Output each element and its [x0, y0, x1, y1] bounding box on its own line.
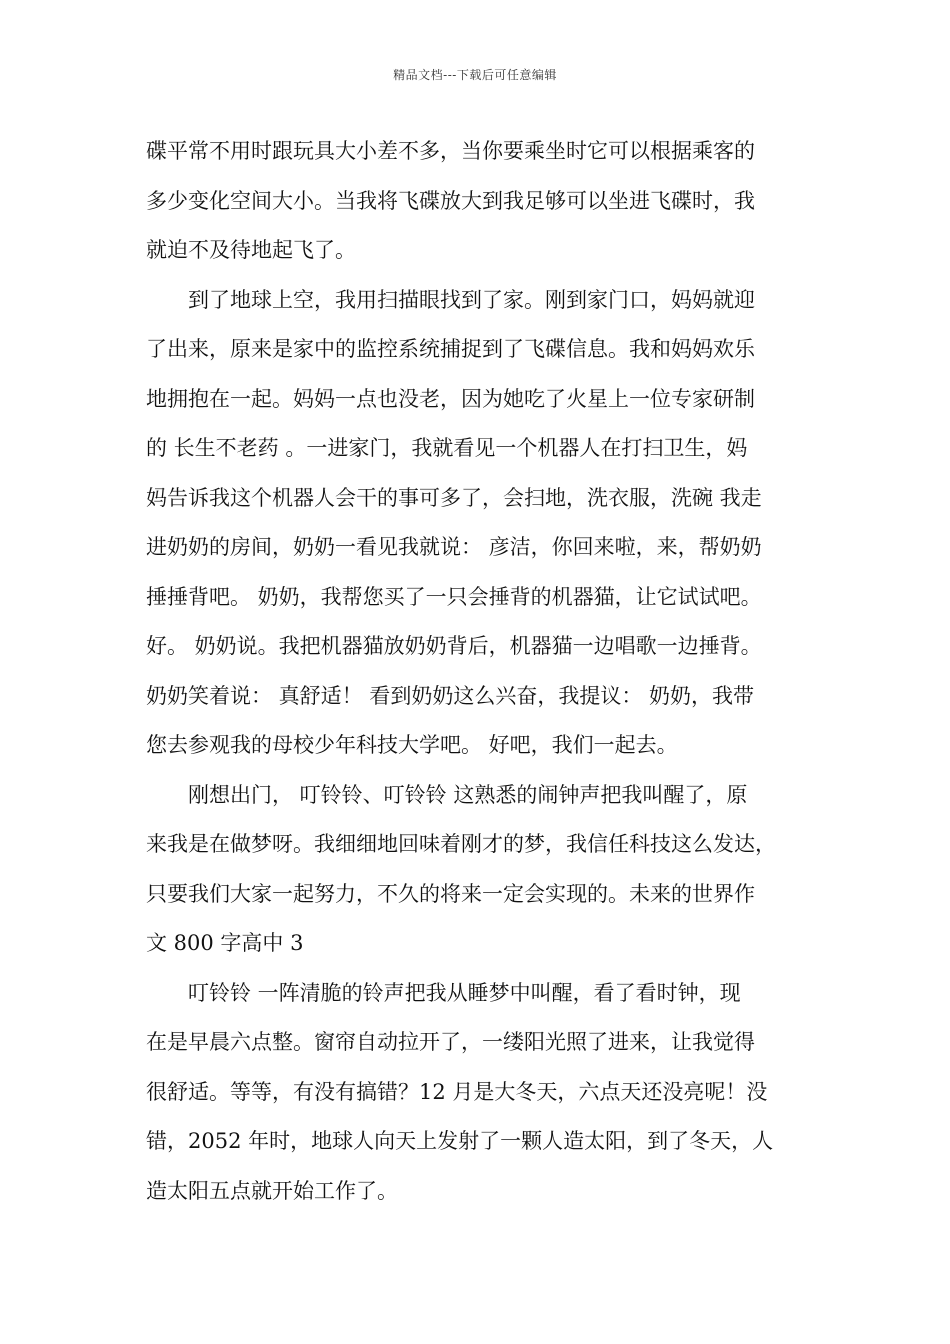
- text-line: 刚想出门， 叮铃铃、叮铃铃 这熟悉的闹钟声把我叫醒了，原: [146, 782, 748, 807]
- text-line: 奶奶笑着说： 真舒适！ 看到奶奶这么兴奋，我提议： 奶奶，我带: [146, 683, 755, 708]
- page-header: 精品文档---下载后可任意编辑: [393, 68, 557, 82]
- text-line: 就迫不及待地起飞了。: [146, 238, 356, 262]
- text-line: 来我是在做梦呀。我细细地回味着刚才的梦，我信任科技这么发达，: [146, 832, 776, 856]
- text-line: 多少变化空间大小。当我将飞碟放大到我足够可以坐进飞碟时，我: [146, 188, 755, 213]
- paragraph: [146, 969, 814, 1217]
- text-line: 造太阳五点就开始工作了。: [146, 1178, 398, 1203]
- text-line: 只要我们大家一起努力，不久的将来一定会实现的。未来的世界作: [146, 881, 755, 906]
- text-line: 捶捶背吧。 奶奶，我帮您买了一只会捶背的机器猫，让它试试吧。: [146, 584, 762, 609]
- text-line: 很舒适。等等，有没有搞错？12 月是大冬天，六点天还没亮呢！没: [146, 1079, 768, 1104]
- text-line: 错，2052 年时，地球人向天上发射了一颗人造太阳，到了冬天，人: [146, 1129, 774, 1153]
- text-line: 的 长生不老药 。一进家门，我就看见一个机器人在打扫卫生，妈: [146, 436, 748, 460]
- text-line: 叮铃铃 一阵清脆的铃声把我从睡梦中叫醒，看了看时钟，现: [146, 980, 741, 1005]
- text-line: 碟平常不用时跟玩具大小差不多，当你要乘坐时它可以根据乘客的: [146, 139, 755, 163]
- paragraph: [146, 771, 814, 969]
- text-line: 好。 奶奶说。我把机器猫放奶奶背后，机器猫一边唱歌一边捶背。: [146, 634, 762, 658]
- text-line: 了出来，原来是家中的监控系统捕捉到了飞碟信息。我和妈妈欢乐: [146, 337, 755, 361]
- text-line: 文 800 字高中 3: [146, 931, 304, 955]
- document-body: [146, 127, 814, 1216]
- text-line: 进奶奶的房间，奶奶一看见我就说： 彦洁，你回来啦，来，帮奶奶: [146, 535, 762, 559]
- text-line: 在是早晨六点整。窗帘自动拉开了，一缕阳光照了进来，让我觉得: [146, 1030, 755, 1054]
- text-line: 到了地球上空，我用扫描眼找到了家。刚到家门口，妈妈就迎: [146, 287, 755, 312]
- text-line: 地拥抱在一起。妈妈一点也没老，因为她吃了火星上一位专家研制: [146, 386, 755, 411]
- text-line: 您去参观我的母校少年科技大学吧。 好吧，我们一起去。: [146, 733, 678, 757]
- paragraph: [146, 276, 814, 771]
- paragraph: [146, 127, 814, 276]
- text-line: 妈告诉我这个机器人会干的事可多了，会扫地，洗衣服，洗碗 我走: [146, 485, 762, 510]
